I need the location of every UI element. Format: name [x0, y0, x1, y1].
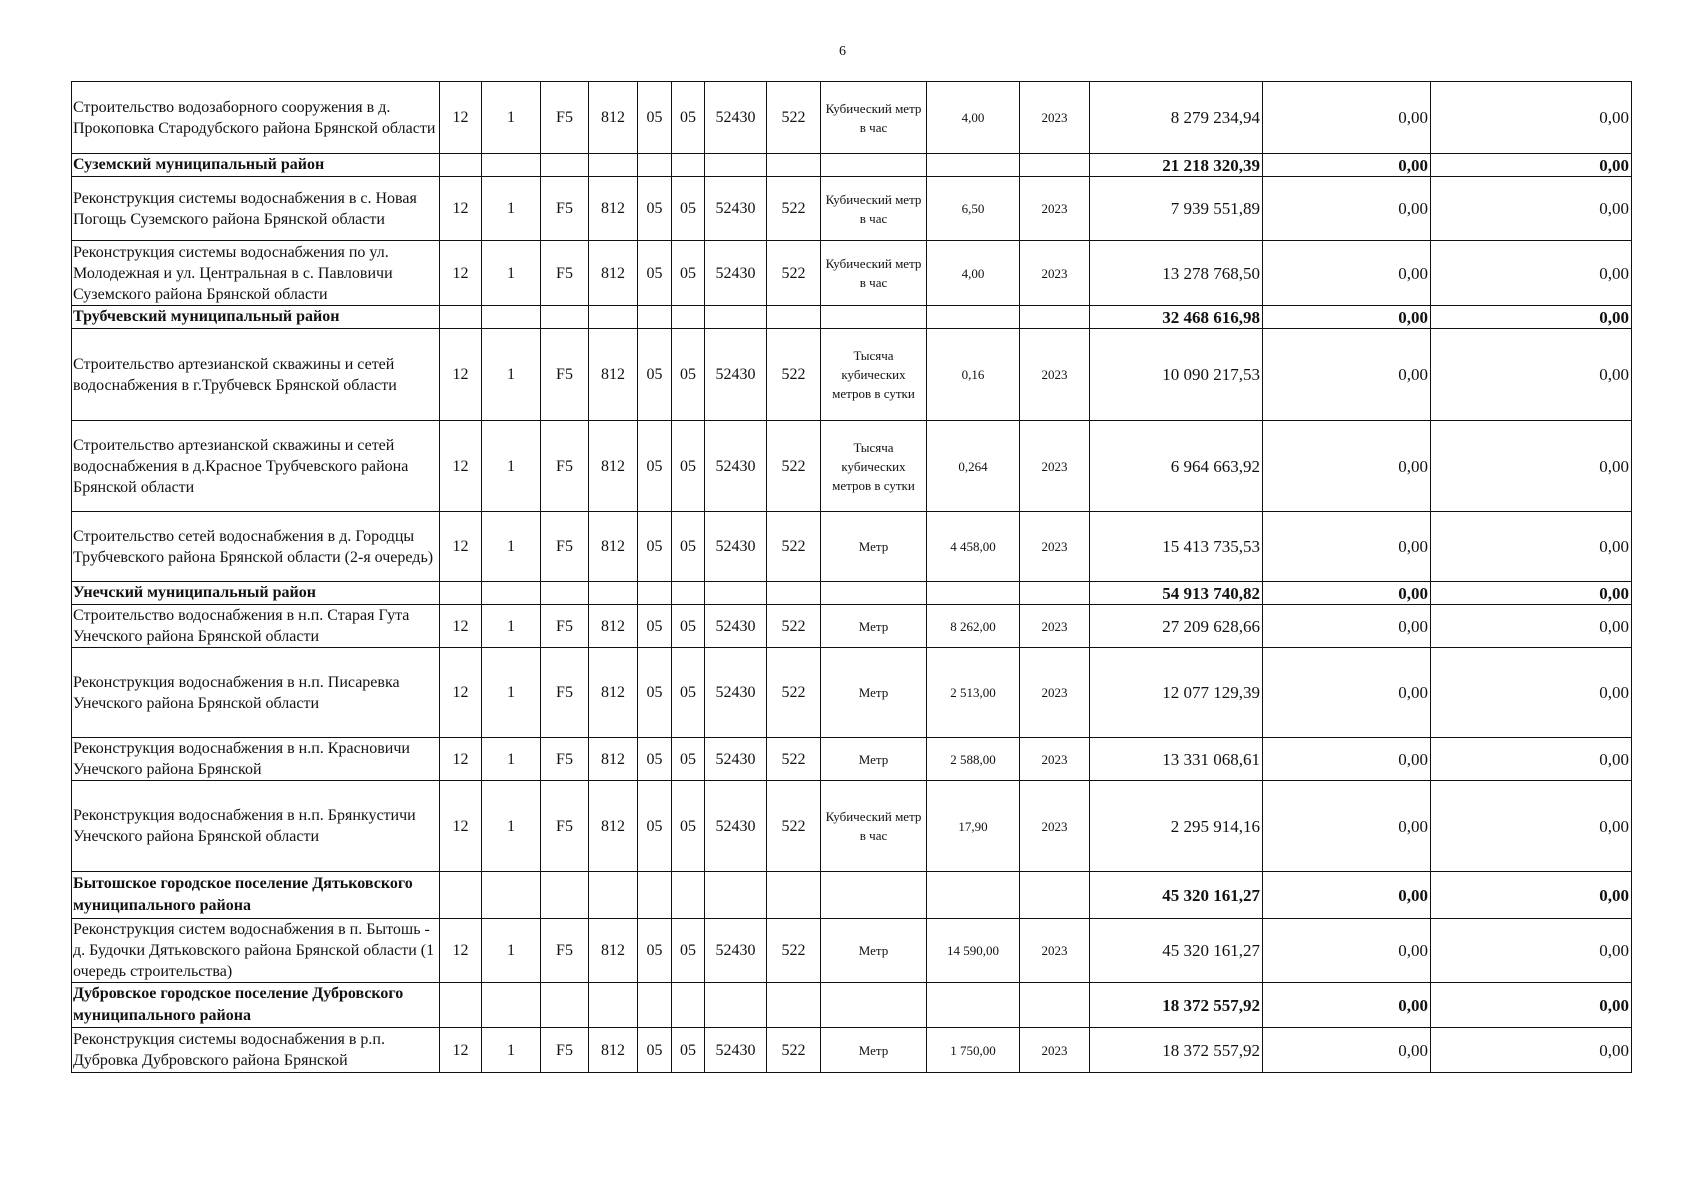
- quantity-cell: [927, 983, 1020, 1028]
- year-cell: [1020, 154, 1090, 177]
- code-section: 12: [440, 605, 482, 648]
- code-gr: 812: [589, 329, 638, 421]
- quantity-cell: [927, 582, 1020, 605]
- code-pr: [672, 872, 705, 919]
- code-vr: 522: [767, 241, 821, 306]
- amount-cell: 2 295 914,16: [1090, 781, 1263, 872]
- code-project: [541, 872, 589, 919]
- code-rz: 05: [638, 421, 672, 512]
- table-row: [72, 421, 1632, 512]
- code-pr: [672, 582, 705, 605]
- code-pr: 05: [672, 648, 705, 738]
- code-vr: 522: [767, 1028, 821, 1073]
- unit-cell: [821, 582, 927, 605]
- code-section: 12: [440, 421, 482, 512]
- code-vr: 522: [767, 738, 821, 781]
- year-cell: 2023: [1020, 605, 1090, 648]
- code-gr: 812: [589, 738, 638, 781]
- code-gr: 812: [589, 241, 638, 306]
- code-vr: 522: [767, 781, 821, 872]
- code-project: F5: [541, 919, 589, 983]
- code-vr: [767, 983, 821, 1028]
- code-csr: 52430: [705, 919, 767, 983]
- quantity-cell: [927, 306, 1020, 329]
- code-sub: 1: [482, 738, 541, 781]
- code-pr: [672, 154, 705, 177]
- amount3-cell: 0,00: [1431, 781, 1632, 872]
- code-rz: 05: [638, 329, 672, 421]
- amount-cell: 18 372 557,92: [1090, 983, 1263, 1028]
- code-gr: 812: [589, 177, 638, 241]
- project-name: Строительство водозаборного сооружения в д. Прокоповка Стародубского района Брянской области: [72, 82, 440, 154]
- unit-cell: Кубический метр в час: [821, 241, 927, 306]
- project-name: Реконструкция водоснабжения в н.п. Красновичи Унечского района Брянской: [72, 738, 440, 781]
- code-gr: [589, 582, 638, 605]
- amount-cell: 21 218 320,39: [1090, 154, 1263, 177]
- quantity-cell: [927, 872, 1020, 919]
- amount-cell: 54 913 740,82: [1090, 582, 1263, 605]
- code-pr: 05: [672, 738, 705, 781]
- group-name: Унечский муниципальный район: [72, 582, 440, 605]
- project-name: Реконструкция системы водоснабжения в р.п. Дубровка Дубровского района Брянской: [72, 1028, 440, 1073]
- amount2-cell: 0,00: [1263, 983, 1431, 1028]
- code-csr: 52430: [705, 738, 767, 781]
- table-row: [72, 1028, 1632, 1073]
- amount3-cell: 0,00: [1431, 738, 1632, 781]
- quantity-cell: 6,50: [927, 177, 1020, 241]
- unit-cell: [821, 306, 927, 329]
- code-project: F5: [541, 329, 589, 421]
- amount-cell: 7 939 551,89: [1090, 177, 1263, 241]
- code-csr: [705, 306, 767, 329]
- code-sub: 1: [482, 1028, 541, 1073]
- amount3-cell: 0,00: [1431, 421, 1632, 512]
- code-section: [440, 983, 482, 1028]
- code-project: F5: [541, 738, 589, 781]
- year-cell: [1020, 872, 1090, 919]
- project-name: Реконструкция водоснабжения в н.п. Брянкустичи Унечского района Брянской области: [72, 781, 440, 872]
- code-gr: 812: [589, 781, 638, 872]
- code-section: [440, 582, 482, 605]
- amount2-cell: 0,00: [1263, 1028, 1431, 1073]
- year-cell: [1020, 983, 1090, 1028]
- code-rz: 05: [638, 919, 672, 983]
- amount-cell: 12 077 129,39: [1090, 648, 1263, 738]
- amount3-cell: 0,00: [1431, 82, 1632, 154]
- code-pr: [672, 306, 705, 329]
- code-rz: [638, 983, 672, 1028]
- amount2-cell: 0,00: [1263, 738, 1431, 781]
- code-section: 12: [440, 177, 482, 241]
- amount2-cell: 0,00: [1263, 512, 1431, 582]
- amount3-cell: 0,00: [1431, 177, 1632, 241]
- code-pr: 05: [672, 512, 705, 582]
- amount-cell: 13 278 768,50: [1090, 241, 1263, 306]
- unit-cell: Кубический метр в час: [821, 781, 927, 872]
- code-csr: [705, 983, 767, 1028]
- code-gr: [589, 154, 638, 177]
- year-cell: 2023: [1020, 82, 1090, 154]
- year-cell: 2023: [1020, 648, 1090, 738]
- table-row: [72, 241, 1632, 306]
- code-csr: 52430: [705, 177, 767, 241]
- code-rz: 05: [638, 177, 672, 241]
- code-sub: [482, 154, 541, 177]
- group-name: Бытошское городское поселение Дятьковского муниципального района: [72, 872, 440, 919]
- code-project: F5: [541, 605, 589, 648]
- amount-cell: 13 331 068,61: [1090, 738, 1263, 781]
- amount3-cell: 0,00: [1431, 329, 1632, 421]
- code-rz: 05: [638, 512, 672, 582]
- group-row: [72, 306, 1632, 329]
- code-csr: [705, 582, 767, 605]
- code-sub: 1: [482, 605, 541, 648]
- year-cell: 2023: [1020, 177, 1090, 241]
- code-project: F5: [541, 781, 589, 872]
- code-section: 12: [440, 738, 482, 781]
- code-vr: 522: [767, 421, 821, 512]
- unit-cell: Метр: [821, 512, 927, 582]
- code-gr: [589, 983, 638, 1028]
- code-sub: [482, 306, 541, 329]
- amount2-cell: 0,00: [1263, 306, 1431, 329]
- code-project: [541, 154, 589, 177]
- code-sub: 1: [482, 919, 541, 983]
- project-name: Реконструкция водоснабжения в н.п. Писаревка Унечского района Брянской области: [72, 648, 440, 738]
- code-gr: 812: [589, 1028, 638, 1073]
- code-csr: 52430: [705, 512, 767, 582]
- table-row: [72, 329, 1632, 421]
- code-section: 12: [440, 1028, 482, 1073]
- code-vr: 522: [767, 177, 821, 241]
- code-vr: [767, 306, 821, 329]
- code-sub: [482, 983, 541, 1028]
- year-cell: 2023: [1020, 738, 1090, 781]
- code-project: [541, 306, 589, 329]
- code-project: [541, 582, 589, 605]
- amount2-cell: 0,00: [1263, 781, 1431, 872]
- amount3-cell: 0,00: [1431, 648, 1632, 738]
- code-vr: [767, 582, 821, 605]
- code-section: 12: [440, 648, 482, 738]
- code-rz: 05: [638, 648, 672, 738]
- code-pr: 05: [672, 781, 705, 872]
- year-cell: 2023: [1020, 781, 1090, 872]
- project-name: Строительство артезианской скважины и сетей водоснабжения в г.Трубчевск Брянской области: [72, 329, 440, 421]
- quantity-cell: [927, 154, 1020, 177]
- unit-cell: Метр: [821, 1028, 927, 1073]
- unit-cell: Метр: [821, 738, 927, 781]
- code-vr: 522: [767, 82, 821, 154]
- code-section: [440, 306, 482, 329]
- year-cell: 2023: [1020, 512, 1090, 582]
- code-pr: 05: [672, 605, 705, 648]
- unit-cell: Кубический метр в час: [821, 177, 927, 241]
- amount2-cell: 0,00: [1263, 241, 1431, 306]
- code-pr: 05: [672, 82, 705, 154]
- quantity-cell: 1 750,00: [927, 1028, 1020, 1073]
- quantity-cell: 0,264: [927, 421, 1020, 512]
- amount3-cell: 0,00: [1431, 983, 1632, 1028]
- code-vr: 522: [767, 648, 821, 738]
- code-sub: [482, 872, 541, 919]
- code-rz: [638, 154, 672, 177]
- quantity-cell: 2 588,00: [927, 738, 1020, 781]
- code-csr: 52430: [705, 82, 767, 154]
- code-section: [440, 872, 482, 919]
- year-cell: 2023: [1020, 1028, 1090, 1073]
- amount-cell: 10 090 217,53: [1090, 329, 1263, 421]
- group-row: [72, 983, 1632, 1028]
- amount3-cell: 0,00: [1431, 512, 1632, 582]
- quantity-cell: 4 458,00: [927, 512, 1020, 582]
- quantity-cell: 0,16: [927, 329, 1020, 421]
- code-rz: 05: [638, 781, 672, 872]
- amount3-cell: 0,00: [1431, 872, 1632, 919]
- code-pr: 05: [672, 1028, 705, 1073]
- unit-cell: [821, 154, 927, 177]
- code-csr: 52430: [705, 781, 767, 872]
- code-gr: [589, 872, 638, 919]
- code-csr: 52430: [705, 421, 767, 512]
- year-cell: 2023: [1020, 919, 1090, 983]
- amount-cell: 15 413 735,53: [1090, 512, 1263, 582]
- unit-cell: Тысяча кубических метров в сутки: [821, 329, 927, 421]
- code-csr: 52430: [705, 605, 767, 648]
- code-csr: [705, 872, 767, 919]
- code-project: [541, 983, 589, 1028]
- code-section: 12: [440, 329, 482, 421]
- code-sub: 1: [482, 82, 541, 154]
- code-project: F5: [541, 241, 589, 306]
- code-gr: 812: [589, 605, 638, 648]
- project-name: Строительство сетей водоснабжения в д. Городцы Трубчевского района Брянской области (2-я очередь): [72, 512, 440, 582]
- code-section: 12: [440, 82, 482, 154]
- group-row: [72, 154, 1632, 177]
- amount3-cell: 0,00: [1431, 605, 1632, 648]
- group-name: Суземский муниципальный район: [72, 154, 440, 177]
- amount2-cell: 0,00: [1263, 154, 1431, 177]
- table-row: [72, 648, 1632, 738]
- quantity-cell: 17,90: [927, 781, 1020, 872]
- amount3-cell: 0,00: [1431, 306, 1632, 329]
- amount-cell: 45 320 161,27: [1090, 919, 1263, 983]
- project-name: Реконструкция систем водоснабжения в п. Бытошь - д. Будочки Дятьковского района Брянской области (1 очередь строительства): [72, 919, 440, 983]
- code-vr: 522: [767, 919, 821, 983]
- code-pr: 05: [672, 241, 705, 306]
- amount3-cell: 0,00: [1431, 919, 1632, 983]
- amount2-cell: 0,00: [1263, 82, 1431, 154]
- year-cell: 2023: [1020, 241, 1090, 306]
- amount-cell: 45 320 161,27: [1090, 872, 1263, 919]
- group-name: Дубровское городское поселение Дубровского муниципального района: [72, 983, 440, 1028]
- unit-cell: Метр: [821, 605, 927, 648]
- code-rz: [638, 582, 672, 605]
- code-project: F5: [541, 177, 589, 241]
- amount2-cell: 0,00: [1263, 605, 1431, 648]
- unit-cell: Кубический метр в час: [821, 82, 927, 154]
- year-cell: 2023: [1020, 329, 1090, 421]
- code-section: [440, 154, 482, 177]
- unit-cell: [821, 872, 927, 919]
- table-row: [72, 781, 1632, 872]
- budget-table: [71, 81, 1632, 1073]
- code-vr: [767, 154, 821, 177]
- code-pr: 05: [672, 177, 705, 241]
- code-section: 12: [440, 781, 482, 872]
- table-row: [72, 177, 1632, 241]
- code-sub: 1: [482, 421, 541, 512]
- code-project: F5: [541, 512, 589, 582]
- code-sub: 1: [482, 512, 541, 582]
- amount3-cell: 0,00: [1431, 582, 1632, 605]
- code-vr: [767, 872, 821, 919]
- unit-cell: Тысяча кубических метров в сутки: [821, 421, 927, 512]
- code-rz: 05: [638, 241, 672, 306]
- code-sub: 1: [482, 241, 541, 306]
- amount-cell: 8 279 234,94: [1090, 82, 1263, 154]
- amount3-cell: 0,00: [1431, 241, 1632, 306]
- table-row: [72, 82, 1632, 154]
- quantity-cell: 4,00: [927, 241, 1020, 306]
- amount2-cell: 0,00: [1263, 582, 1431, 605]
- code-section: 12: [440, 919, 482, 983]
- code-sub: 1: [482, 648, 541, 738]
- quantity-cell: 14 590,00: [927, 919, 1020, 983]
- year-cell: [1020, 306, 1090, 329]
- code-rz: 05: [638, 82, 672, 154]
- code-pr: [672, 983, 705, 1028]
- page-number: 6: [839, 44, 846, 59]
- code-project: F5: [541, 1028, 589, 1073]
- amount-cell: 6 964 663,92: [1090, 421, 1263, 512]
- code-rz: [638, 872, 672, 919]
- code-gr: 812: [589, 82, 638, 154]
- quantity-cell: 4,00: [927, 82, 1020, 154]
- project-name: Строительство артезианской скважины и сетей водоснабжения в д.Красное Трубчевского района Брянской области: [72, 421, 440, 512]
- project-name: Строительство водоснабжения в н.п. Старая Гута Унечского района Брянской области: [72, 605, 440, 648]
- group-name: Трубчевский муниципальный район: [72, 306, 440, 329]
- unit-cell: Метр: [821, 648, 927, 738]
- code-sub: 1: [482, 177, 541, 241]
- code-csr: 52430: [705, 1028, 767, 1073]
- code-section: 12: [440, 512, 482, 582]
- code-vr: 522: [767, 329, 821, 421]
- code-rz: 05: [638, 738, 672, 781]
- project-name: Реконструкция системы водоснабжения в с. Новая Погощь Суземского района Брянской области: [72, 177, 440, 241]
- code-pr: 05: [672, 919, 705, 983]
- amount-cell: 27 209 628,66: [1090, 605, 1263, 648]
- code-project: F5: [541, 648, 589, 738]
- project-name: Реконструкция системы водоснабжения по ул. Молодежная и ул. Центральная в с. Павловичи Суземского района Брянской области: [72, 241, 440, 306]
- unit-cell: Метр: [821, 919, 927, 983]
- quantity-cell: 2 513,00: [927, 648, 1020, 738]
- amount2-cell: 0,00: [1263, 648, 1431, 738]
- code-sub: 1: [482, 329, 541, 421]
- group-row: [72, 872, 1632, 919]
- group-row: [72, 582, 1632, 605]
- amount3-cell: 0,00: [1431, 154, 1632, 177]
- amount-cell: 18 372 557,92: [1090, 1028, 1263, 1073]
- code-gr: 812: [589, 648, 638, 738]
- code-sub: 1: [482, 781, 541, 872]
- table-row: [72, 512, 1632, 582]
- code-gr: 812: [589, 919, 638, 983]
- code-pr: 05: [672, 329, 705, 421]
- code-gr: 812: [589, 421, 638, 512]
- code-vr: 522: [767, 512, 821, 582]
- table-row: [72, 919, 1632, 983]
- code-gr: [589, 306, 638, 329]
- code-rz: [638, 306, 672, 329]
- year-cell: 2023: [1020, 421, 1090, 512]
- code-vr: 522: [767, 605, 821, 648]
- year-cell: [1020, 582, 1090, 605]
- amount3-cell: 0,00: [1431, 1028, 1632, 1073]
- code-sub: [482, 582, 541, 605]
- code-section: 12: [440, 241, 482, 306]
- code-rz: 05: [638, 605, 672, 648]
- code-csr: [705, 154, 767, 177]
- table-row: [72, 605, 1632, 648]
- amount2-cell: 0,00: [1263, 872, 1431, 919]
- code-rz: 05: [638, 1028, 672, 1073]
- amount2-cell: 0,00: [1263, 421, 1431, 512]
- code-pr: 05: [672, 421, 705, 512]
- unit-cell: [821, 983, 927, 1028]
- code-gr: 812: [589, 512, 638, 582]
- code-csr: 52430: [705, 648, 767, 738]
- code-project: F5: [541, 82, 589, 154]
- amount2-cell: 0,00: [1263, 919, 1431, 983]
- amount2-cell: 0,00: [1263, 177, 1431, 241]
- amount-cell: 32 468 616,98: [1090, 306, 1263, 329]
- table-row: [72, 738, 1632, 781]
- code-csr: 52430: [705, 241, 767, 306]
- quantity-cell: 8 262,00: [927, 605, 1020, 648]
- code-csr: 52430: [705, 329, 767, 421]
- amount2-cell: 0,00: [1263, 329, 1431, 421]
- code-project: F5: [541, 421, 589, 512]
